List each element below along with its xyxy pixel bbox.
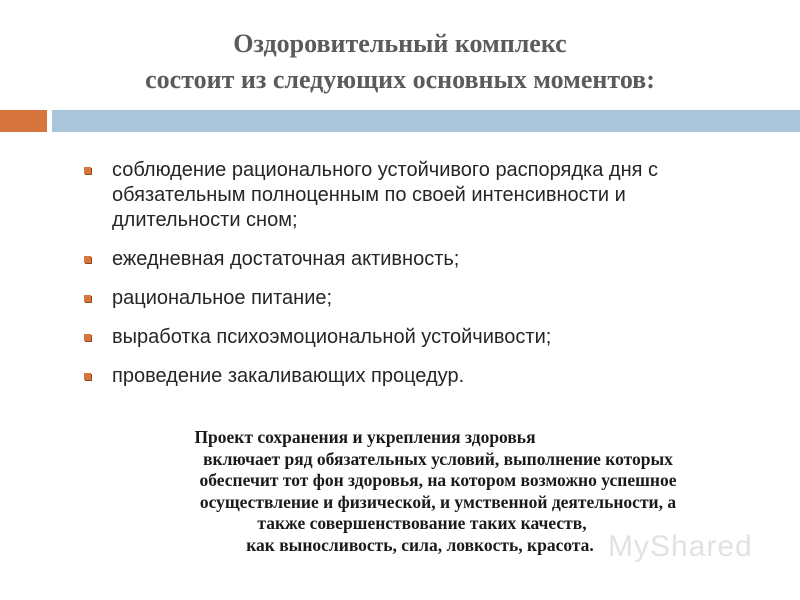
paragraph-line-3: обеспечит тот фон здоровья, на котором возможно успешное [199, 470, 677, 490]
accent-bar-blue [52, 110, 800, 132]
bullet-text: соблюдение рационального устойчивого распорядка дня с обязательным полноценным по своей интенсивности и длительности сном; [112, 159, 659, 231]
paragraph-line-4: осуществление и физической, и умственной деятельности, а [199, 491, 677, 512]
bullet-item [84, 325, 744, 350]
paragraph-line-6: как выносливость, сила, ловкость, красота. [246, 534, 594, 555]
square-bullet-icon [84, 373, 91, 380]
slide-title [0, 26, 800, 98]
title-line-2: состоит из следующих основных моментов: [145, 65, 655, 94]
square-bullet-icon [84, 167, 91, 174]
paragraph-line-1: Проект сохранения и укрепления здоровья [194, 427, 536, 447]
bullet-text: ежедневная достаточная активность; [112, 248, 460, 270]
bullet-item [84, 247, 744, 272]
title-line-1: Оздоровительный комплекс [233, 29, 567, 58]
bullet-item [84, 286, 744, 311]
square-bullet-icon [84, 295, 91, 302]
bullet-text: выработка психоэмоциональной устойчивости; [112, 326, 552, 348]
bullet-item [84, 158, 744, 233]
watermark-logo: MyShared [608, 530, 753, 563]
accent-bar-orange [0, 110, 47, 132]
paragraph-line-2: включает ряд обязательных условий, выполнение которых [203, 448, 673, 469]
paragraph-line-5: также совершенствование таких качеств, [257, 513, 587, 533]
square-bullet-icon [84, 256, 91, 263]
bullet-text: проведение закаливающих процедур. [112, 365, 465, 387]
square-bullet-icon [84, 334, 91, 341]
bullet-list [84, 158, 744, 403]
bullet-text: рациональное питание; [112, 287, 333, 309]
bullet-item [84, 364, 744, 389]
